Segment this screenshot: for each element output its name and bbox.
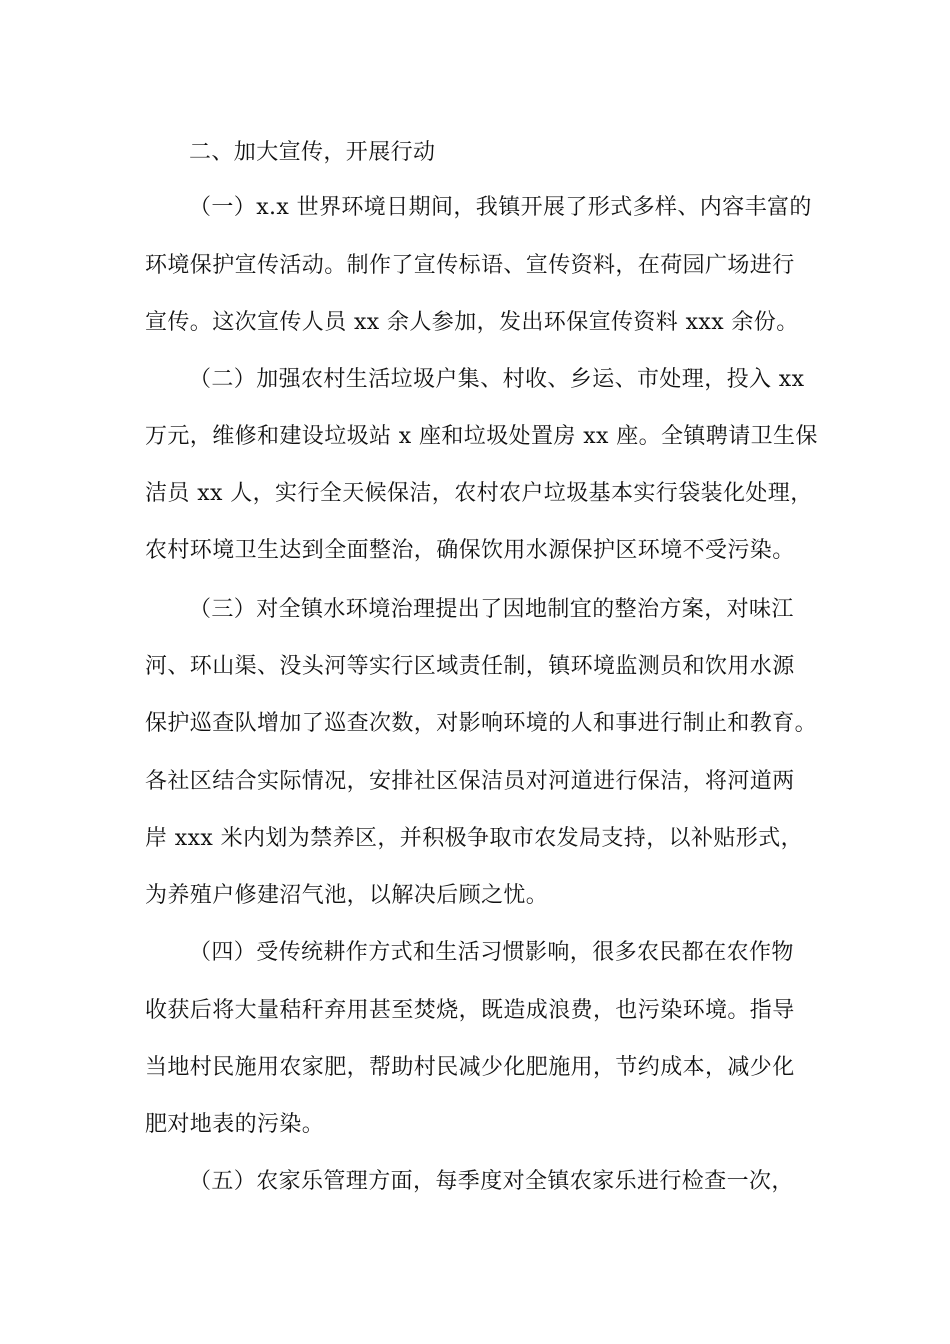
- paragraph-3-line-5: 岸 xxx 米内划为禁养区，并积极争取市农发局支持，以补贴形式，: [145, 826, 804, 851]
- paragraph-1-line-1: （一）x.x 世界环境日期间，我镇开展了形式多样、内容丰富的: [189, 195, 812, 220]
- paragraph-2-line-1: （二）加强农村生活垃圾户集、村收、乡运、市处理，投入 xx: [189, 367, 805, 392]
- paragraph-5-line-1: （五）农家乐管理方面，每季度对全镇农家乐进行检查一次，: [189, 1169, 794, 1194]
- paragraph-3-line-4: 各社区结合实际情况，安排社区保洁员对河道进行保洁，将河道两: [145, 769, 795, 794]
- paragraph-4-line-3: 当地村民施用农家肥，帮助村民减少化肥施用，节约成本，减少化: [145, 1055, 795, 1080]
- paragraph-2-line-4: 农村环境卫生达到全面整治，确保饮用水源保护区环境不受污染。: [145, 538, 795, 563]
- paragraph-2-line-2: 万元，维修和建设垃圾站 x 座和垃圾处置房 xx 座。全镇聘请卫生保: [145, 424, 818, 449]
- paragraph-1-line-3: 宣传。这次宣传人员 xx 余人参加，发出环保宣传资料 xxx 余份。: [145, 310, 799, 335]
- section-heading: 二、加大宣传，开展行动: [189, 140, 436, 165]
- paragraph-2-line-3: 洁员 xx 人，实行全天候保洁，农村农户垃圾基本实行袋装化处理，: [145, 481, 813, 506]
- paragraph-3-line-6: 为养殖户修建沼气池，以解决后顾之忧。: [145, 883, 549, 908]
- paragraph-3-line-1: （三）对全镇水环境治理提出了因地制宜的整治方案，对味江: [189, 597, 794, 622]
- paragraph-4-line-4: 肥对地表的污染。: [145, 1112, 325, 1137]
- paragraph-3-line-2: 河、环山渠、没头河等实行区域责任制，镇环境监测员和饮用水源: [145, 654, 795, 679]
- paragraph-4-line-2: 收获后将大量秸秆弃用甚至焚烧，既造成浪费，也污染环境。指导: [145, 998, 795, 1023]
- paragraph-1-line-2: 环境保护宣传活动。制作了宣传标语、宣传资料，在荷园广场进行: [145, 253, 795, 278]
- paragraph-4-line-1: （四）受传统耕作方式和生活习惯影响，很多农民都在农作物: [189, 940, 794, 965]
- paragraph-3-line-3: 保护巡查队增加了巡查次数，对影响环境的人和事进行制止和教育。: [145, 711, 818, 736]
